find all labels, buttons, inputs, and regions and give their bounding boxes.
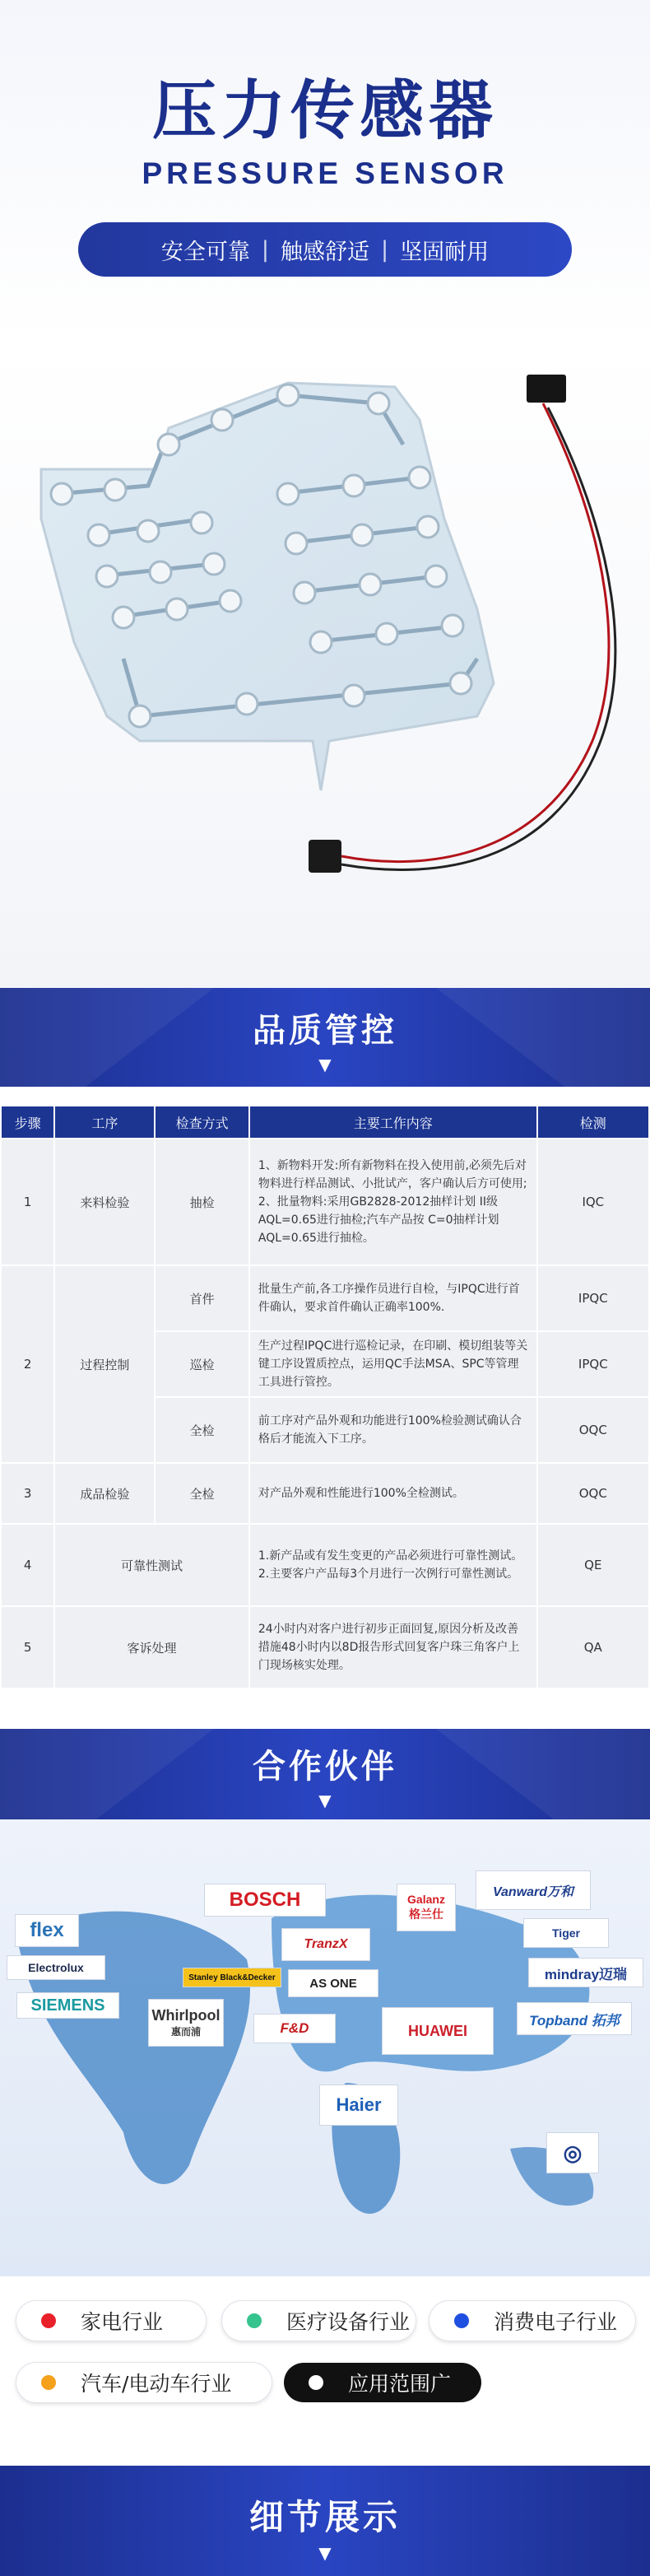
table-row [2, 1139, 648, 1265]
app-label: 消费电子行业 [494, 2310, 618, 2334]
cell-content: 1、新物料开发:所有新物料在投入使用前,必须先后对物料进行样品测试、小批试产，客户确认后方可使用; 2、批量物料:采用GB2828-2012抽样计划 II级AQL=0.65进行抽检;汽车产品按 C=0抽样计划AQL=0.65进行抽检。 [250, 1139, 536, 1265]
logo-galanz-text: Galanz [407, 1893, 445, 1906]
partner-emblem-icon: ◎ [546, 2132, 599, 2173]
logo-tiger: Tiger [523, 1918, 609, 1948]
logo-whirlpool-cn: 惠而浦 [170, 2026, 201, 2038]
logo-whirlpool [148, 1999, 224, 2047]
cell-content: 批量生产前,各工序操作员进行自检，与IPQC进行首件确认，要求首件确认正确率100%. [250, 1266, 536, 1330]
header-step: 步骤 [2, 1106, 53, 1138]
partners-section [0, 1819, 650, 2276]
feature-separator: | [261, 236, 269, 263]
product-title: 压力传感器 [151, 74, 498, 148]
cell-content: 生产过程IPQC进行巡检记录，在印刷、模切组装等关键工序设置质控点，运用QC手法MSA、SPC等管理工具进行管控。 [250, 1332, 536, 1396]
app-home-appliance [16, 2301, 206, 2341]
applications-section [0, 2276, 650, 2437]
app-medical [222, 2301, 416, 2341]
cell-check: OQC [538, 1398, 648, 1462]
cell-process: 可靠性测试 [55, 1525, 248, 1605]
cell-content: 对产品外观和性能进行100%全检测试。 [250, 1464, 536, 1523]
quality-banner [0, 988, 650, 1087]
logo-tranzx: TranzX [281, 1928, 370, 1961]
app-label: 汽车/电动车行业 [81, 2372, 232, 2396]
cell-process: 来料检验 [55, 1139, 154, 1265]
quality-table-section [0, 1087, 650, 1729]
cell-process: 成品检验 [55, 1464, 154, 1523]
cell-check: QA [538, 1607, 648, 1688]
logo-galanz [397, 1884, 456, 1931]
table-row [2, 1266, 648, 1330]
app-consumer-electronics [429, 2301, 635, 2341]
cell-method: 巡检 [156, 1332, 248, 1396]
red-dot-icon [41, 2313, 56, 2328]
logo-haier: Haier [319, 2085, 398, 2126]
cell-method: 首件 [156, 1266, 248, 1330]
cell-step: 3 [2, 1464, 53, 1523]
cell-method: 全检 [156, 1398, 248, 1462]
green-dot-icon [247, 2313, 262, 2328]
detail-banner [0, 2466, 650, 2576]
table-row [2, 1525, 648, 1605]
cell-content: 24小时内对客户进行初步正面回复,原因分析及改善措施48小时内以8D报告形式回复客户珠三角客户上门现场核实处理。 [250, 1607, 536, 1688]
app-wide-range [284, 2363, 481, 2402]
feature-durable: 坚固耐用 [400, 239, 490, 265]
logo-electrolux: Electrolux [7, 1955, 105, 1980]
chevron-down-icon: ▼ [318, 1791, 332, 1810]
table-header-row [2, 1106, 648, 1138]
white-dot-icon [309, 2375, 323, 2390]
cell-step: 5 [2, 1607, 53, 1688]
logo-topband: Topband 拓邦 [517, 2002, 632, 2035]
cell-step: 2 [2, 1266, 53, 1462]
cell-check: IPQC [538, 1332, 648, 1396]
cell-check: IPQC [538, 1266, 648, 1330]
logo-stanley: Stanley Black&Decker [183, 1968, 281, 1987]
quality-table [0, 1105, 650, 1689]
logo-fd: F&D [253, 2014, 336, 2043]
logo-mindray: mindray迈瑞 [528, 1958, 643, 1987]
product-subtitle: PRESSURE SENSOR [142, 156, 508, 190]
cell-content: 1.新产品或有发生变更的产品必须进行可靠性测试。 2.主要客户产品每3个月进行一次例行可靠性测试。 [250, 1525, 536, 1605]
cell-method: 抽检 [156, 1139, 248, 1265]
feature-pill [78, 222, 572, 277]
header-check: 检测 [538, 1106, 648, 1138]
app-automotive [16, 2363, 272, 2402]
header-process: 工序 [55, 1106, 154, 1138]
logo-huawei: HUAWEI [382, 2007, 494, 2055]
cell-method: 全检 [156, 1464, 248, 1523]
cell-process: 过程控制 [55, 1266, 154, 1462]
logo-bosch: BOSCH [204, 1884, 326, 1917]
feature-separator: | [381, 236, 389, 263]
partners-banner [0, 1729, 650, 1819]
logo-siemens: SIEMENS [16, 1992, 119, 2019]
app-label: 应用范围广 [348, 2372, 452, 2396]
pressure-sensor-image [16, 329, 634, 922]
quality-title: 品质管控 [253, 1012, 397, 1050]
app-label: 家电行业 [81, 2310, 164, 2334]
feature-safe: 安全可靠 [160, 239, 250, 265]
cell-check: QE [538, 1525, 648, 1605]
orange-dot-icon [41, 2375, 56, 2390]
logo-as-one: AS ONE [288, 1969, 378, 1997]
cell-process: 客诉处理 [55, 1607, 248, 1688]
blue-dot-icon [454, 2313, 469, 2328]
table-row [2, 1607, 648, 1688]
logo-vanward: Vanward万和 [476, 1870, 591, 1910]
app-label: 医疗设备行业 [286, 2310, 411, 2334]
partners-title: 合作伙伴 [253, 1748, 397, 1786]
chevron-down-icon: ▼ [318, 2543, 332, 2563]
table-row [2, 1464, 648, 1523]
chevron-down-icon: ▼ [318, 1055, 332, 1074]
header-content: 主要工作内容 [250, 1106, 536, 1138]
cell-check: IQC [538, 1139, 648, 1265]
detail-title: 细节展示 [248, 2497, 401, 2537]
logo-whirlpool-text: Whirlpool [151, 2007, 221, 2024]
cell-step: 1 [2, 1139, 53, 1265]
cell-step: 4 [2, 1525, 53, 1605]
cell-content: 前工序对产品外观和功能进行100%检验测试确认合格后才能流入下工序。 [250, 1398, 536, 1462]
hero-section [0, 0, 650, 988]
feature-comfort: 触感舒适 [281, 239, 369, 265]
logo-galanz-cn: 格兰仕 [409, 1908, 443, 1921]
cell-check: OQC [538, 1464, 648, 1523]
header-method: 检查方式 [156, 1106, 248, 1138]
logo-flex: flex [15, 1914, 79, 1947]
